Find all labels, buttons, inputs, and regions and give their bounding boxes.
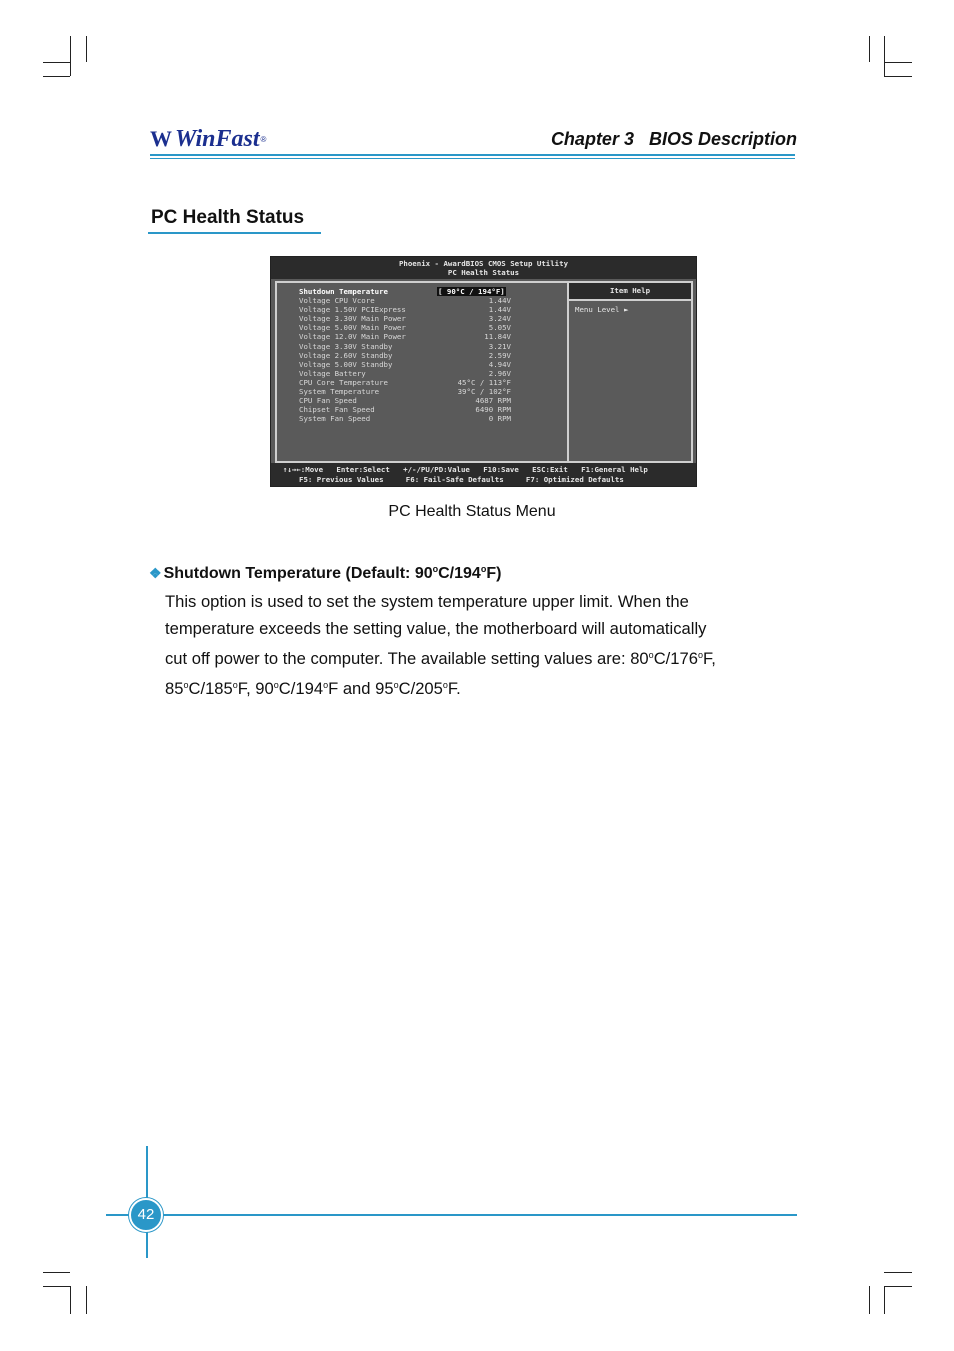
bios-setting-value: [ 90°C / 194°F] xyxy=(438,287,505,296)
page-number: 42 xyxy=(129,1198,163,1232)
bios-setting-value: 1.44V xyxy=(488,296,511,306)
crop-mark xyxy=(884,36,885,76)
figure-caption: PC Health Status Menu xyxy=(388,503,556,520)
bios-setting-label: Chipset Fan Speed xyxy=(299,405,375,415)
footer-rule xyxy=(106,1214,797,1216)
bios-setting-label: Voltage 12.0V Main Power xyxy=(299,332,406,342)
bios-title-bar xyxy=(271,257,696,279)
crop-mark xyxy=(43,1272,70,1273)
bios-setting-value: 5.05V xyxy=(488,323,511,333)
bios-key-legend xyxy=(271,463,696,486)
option-heading: ❖ Shutdown Temperature (Default: 90$^o$C/194$^o$F) xyxy=(149,564,502,582)
crop-mark xyxy=(43,62,70,63)
logo-mark: W xyxy=(150,126,169,151)
crop-mark xyxy=(884,62,912,63)
bios-setting-value: 1.44V xyxy=(488,305,511,315)
bios-divider xyxy=(567,283,569,461)
bios-setting-label: Voltage CPU Vcore xyxy=(299,296,375,306)
bios-title-line1: Phoenix - AwardBIOS CMOS Setup Utility xyxy=(398,259,569,268)
bios-key-legend-line1: ↑↓→←:Move Enter:Select +/-/PU/PD:Value F10:Save ESC:Exit F1:General Help xyxy=(283,465,648,474)
winfast-logo xyxy=(150,124,266,154)
crop-mark xyxy=(884,76,912,77)
bios-key-legend-line2: F5: Previous Values F6: Fail-Safe Defaults F7: Optimized Defaults xyxy=(299,474,624,484)
crop-mark xyxy=(43,76,70,77)
header-rule-thin xyxy=(150,158,795,159)
bios-setting-label: Voltage 1.50V PCIExpress xyxy=(299,305,406,315)
section-title: PC Health Status xyxy=(151,207,305,228)
bios-setting-value: 11.84V xyxy=(484,332,511,342)
bios-setting-value: 4687 RPM xyxy=(475,396,511,406)
description-line: This option is used to set the system temperature upper limit. When the xyxy=(165,592,689,611)
bios-setting-label: Voltage 3.30V Main Power xyxy=(299,314,406,324)
bios-setting-label: CPU Core Temperature xyxy=(299,377,388,387)
bios-setting-value: 3.21V xyxy=(488,341,511,351)
description-line: temperature exceeds the setting value, the motherboard will automatically xyxy=(165,619,707,638)
bios-setting-value: 2.59V xyxy=(488,350,511,360)
bios-setting-value: 39°C / 102°F xyxy=(457,387,511,397)
bios-setting-value: 45°C / 113°F xyxy=(457,377,511,387)
bios-item-help-title: Item Help xyxy=(569,283,691,299)
chapter-heading: Chapter 3 BIOS Description xyxy=(550,129,797,149)
bios-setting-value: 3.24V xyxy=(488,314,511,324)
description-line: cut off power to the computer. The available setting values are: 80$^o$C/176$^o$F, xyxy=(165,649,716,668)
description-line: 85$^o$C/185$^o$F, 90$^o$C/194$^o$F and 95$^o$C/205$^o$F. xyxy=(165,679,461,698)
crop-mark xyxy=(86,1286,87,1314)
bios-setting-label: Voltage 2.60V Standby xyxy=(299,350,393,360)
logo-text: WinFast xyxy=(175,125,260,152)
crop-mark xyxy=(869,1286,870,1314)
header-rule xyxy=(150,154,795,156)
bios-help-separator xyxy=(569,299,691,301)
section-underline xyxy=(148,232,321,234)
crop-mark xyxy=(884,1286,885,1314)
bios-setting-label: CPU Fan Speed xyxy=(299,396,357,406)
bios-setting-label: Voltage 3.30V Standby xyxy=(299,341,393,351)
bios-title-line2: PC Health Status xyxy=(447,268,520,277)
bios-setting-label: Voltage 5.00V Standby xyxy=(299,359,393,369)
crop-mark xyxy=(70,1286,71,1314)
logo-registered: ® xyxy=(260,134,267,144)
bios-setting-label: System Fan Speed xyxy=(299,414,371,424)
option-description xyxy=(165,588,800,702)
bios-screenshot xyxy=(270,256,697,487)
bios-setting-label: Shutdown Temperature xyxy=(299,287,388,296)
bios-setting-label: System Temperature xyxy=(299,387,380,397)
bios-setting-value: 6490 RPM xyxy=(475,405,511,415)
bios-menu-level: Menu Level ► xyxy=(575,305,629,314)
bios-setting-value: 4.94V xyxy=(488,359,511,369)
bios-setting-label: Voltage Battery xyxy=(299,368,366,378)
crop-mark xyxy=(43,1286,70,1287)
crop-mark xyxy=(86,36,87,62)
bios-setting-label: Voltage 5.00V Main Power xyxy=(299,323,406,333)
bios-setting-value: 2.96V xyxy=(488,368,511,378)
crop-mark xyxy=(70,36,71,76)
bios-setting-value: 0 RPM xyxy=(488,414,511,424)
bios-frame xyxy=(275,281,693,463)
crop-mark xyxy=(869,36,870,62)
diamond-bullet-icon: ❖ xyxy=(149,565,162,581)
crop-mark xyxy=(884,1286,912,1287)
crop-mark xyxy=(884,1272,912,1273)
